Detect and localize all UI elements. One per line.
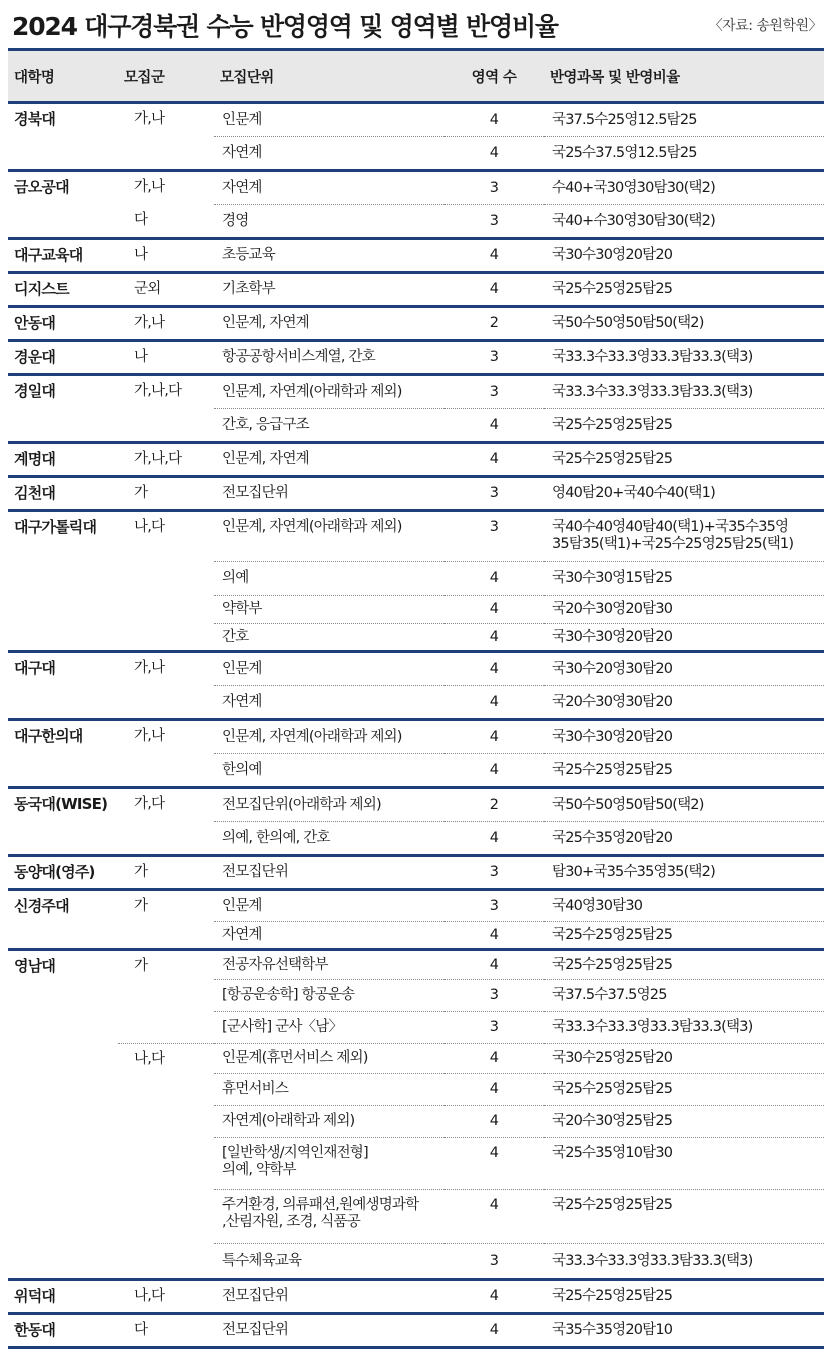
area-count: 4 <box>444 562 544 596</box>
subject-ratio: 국25수35영10탐30 <box>544 1138 824 1190</box>
recruit-unit: 항공공항서비스계열, 간호 <box>214 341 444 375</box>
area-count: 2 <box>444 788 544 822</box>
header-subjects: 반영과목 및 반영비율 <box>544 50 824 103</box>
subject-ratio: 국25수37.5영12.5탐25 <box>544 137 824 171</box>
recruit-group: 나 <box>118 341 214 375</box>
subject-ratio-cont: 35탐35(택1)+국25수25영25탐25(택1) <box>552 536 794 552</box>
recruit-unit: 전모집단위 <box>214 1280 444 1314</box>
subject-ratio: 국20수30영30탐20 <box>544 686 824 720</box>
recruit-group: 나,다 <box>118 511 214 652</box>
area-count: 4 <box>444 1314 544 1348</box>
university-name: 경운대 <box>8 341 118 375</box>
subject-ratio: 탐30+국35수35영35(택2) <box>544 856 824 890</box>
area-count: 3 <box>444 1244 544 1280</box>
table-row <box>8 950 824 980</box>
recruit-group: 가 <box>118 890 214 950</box>
area-count: 4 <box>444 1044 544 1074</box>
subject-ratio: 국25수25영25탐25 <box>544 754 824 788</box>
subject-ratio: 국25수25영25탐25 <box>544 273 824 307</box>
table-row <box>8 171 824 205</box>
table-row <box>8 443 824 477</box>
table-row <box>8 205 824 239</box>
recruit-unit: 인문계, 자연계(아래학과 제외) <box>214 720 444 754</box>
university-name: 금오공대 <box>8 171 118 239</box>
subject-ratio: 국20수30영20탐30 <box>544 596 824 624</box>
admission-table <box>8 48 824 1349</box>
recruit-group: 가,나 <box>118 652 214 720</box>
subject-ratio: 국33.3수33.3영33.3탐33.3(택3) <box>544 341 824 375</box>
university-name: 계명대 <box>8 443 118 477</box>
subject-ratio: 국25수35영20탐20 <box>544 822 824 856</box>
area-count: 3 <box>444 1012 544 1044</box>
table-row <box>8 273 824 307</box>
recruit-group: 다 <box>134 211 148 228</box>
area-count: 4 <box>444 686 544 720</box>
area-count: 3 <box>444 511 544 562</box>
area-count: 4 <box>444 1138 544 1190</box>
recruit-unit: 의예 <box>214 562 444 596</box>
area-count: 4 <box>444 137 544 171</box>
recruit-group: 가,나 <box>134 111 165 127</box>
subject-ratio: 국50수50영50탐50(택2) <box>544 788 824 822</box>
recruit-unit: 자연계 <box>214 922 444 950</box>
subject-ratio: 국25수25영25탐25 <box>544 1280 824 1314</box>
recruit-group: 나,다 <box>118 1044 214 1280</box>
area-count: 4 <box>444 443 544 477</box>
subject-ratio: 국35수35영20탐10 <box>544 1314 824 1348</box>
university-name: 대구가톨릭대 <box>8 511 118 652</box>
header-unit: 모집단위 <box>214 50 444 103</box>
recruit-group: 가,다 <box>118 788 214 856</box>
area-count: 3 <box>444 375 544 409</box>
table-row <box>8 720 824 754</box>
area-count: 4 <box>444 409 544 443</box>
table-row <box>8 1044 824 1074</box>
recruit-unit: [항공운송학] 항공운송 <box>214 980 444 1012</box>
university-name: 영남대 <box>8 950 118 1280</box>
recruit-unit: 전모집단위(아래학과 제외) <box>214 788 444 822</box>
table-row <box>8 788 824 822</box>
recruit-unit: 인문계, 자연계 <box>214 443 444 477</box>
area-count: 3 <box>444 477 544 511</box>
area-count: 3 <box>444 171 544 205</box>
title-row <box>8 0 824 48</box>
table-row <box>8 890 824 922</box>
subject-ratio: 국25수25영25탐25 <box>544 409 824 443</box>
recruit-group: 가,나,다 <box>118 375 214 443</box>
recruit-group: 가 <box>118 477 214 511</box>
university-name: 동국대(WISE) <box>8 788 118 856</box>
recruit-unit: 약학부 <box>214 596 444 624</box>
recruit-unit: 한의예 <box>214 754 444 788</box>
university-name: 신경주대 <box>8 890 118 950</box>
recruit-unit: 인문계 <box>222 111 262 128</box>
recruit-unit: 전공자유선택학부 <box>214 950 444 980</box>
area-count: 4 <box>444 624 544 652</box>
table-header-row <box>8 50 824 103</box>
table-row <box>8 103 824 137</box>
table-row <box>8 652 824 686</box>
subject-ratio: 국20수30영25탐25 <box>544 1106 824 1138</box>
table-row <box>8 341 824 375</box>
university-name: 동양대(영주) <box>8 856 118 890</box>
recruit-unit: 의예, 한의예, 간호 <box>214 822 444 856</box>
recruit-unit-cell <box>214 1138 444 1190</box>
table-row <box>8 1280 824 1314</box>
area-count: 4 <box>444 1074 544 1106</box>
university-name: 경북대 <box>14 110 56 128</box>
table-row <box>8 1314 824 1348</box>
header-university: 대학명 <box>8 50 118 103</box>
area-count: 3 <box>444 205 544 239</box>
area-count: 2 <box>444 307 544 341</box>
area-count: 4 <box>444 273 544 307</box>
area-count: 4 <box>444 822 544 856</box>
recruit-group: 가,나 <box>118 307 214 341</box>
recruit-unit-cont: 의예, 약학부 <box>222 1162 296 1178</box>
subject-ratio: 국33.3수33.3영33.3탐33.3(택3) <box>544 375 824 409</box>
recruit-unit: 인문계, 자연계 <box>214 307 444 341</box>
subject-ratio: 국30수25영25탐20 <box>544 1044 824 1074</box>
subject-ratio: 국37.5수25영12.5탐25 <box>552 111 697 128</box>
recruit-unit: 인문계 <box>214 890 444 922</box>
table-row <box>8 239 824 273</box>
recruit-unit: 전모집단위 <box>214 1314 444 1348</box>
recruit-unit: 전모집단위 <box>214 856 444 890</box>
recruit-unit-cell <box>214 1190 444 1244</box>
recruit-unit: 자연계 <box>214 137 444 171</box>
subject-ratio: 국25수25영25탐25 <box>544 1190 824 1244</box>
table-row <box>8 477 824 511</box>
recruit-unit: 인문계, 자연계(아래학과 제외) <box>214 511 444 562</box>
subject-ratio: 국25수25영25탐25 <box>544 1074 824 1106</box>
recruit-group: 가 <box>118 856 214 890</box>
university-name: 한동대 <box>8 1314 118 1348</box>
university-name: 위덕대 <box>8 1280 118 1314</box>
recruit-unit: 주거환경, 의류패션,원예생명과학 <box>222 1197 419 1213</box>
area-count: 4 <box>444 922 544 950</box>
area-count: 4 <box>444 596 544 624</box>
area-count: 4 <box>444 239 544 273</box>
header-group: 모집군 <box>118 50 214 103</box>
table-row <box>8 856 824 890</box>
header-count: 영역 수 <box>444 50 544 103</box>
area-count: 4 <box>444 1280 544 1314</box>
area-count: 4 <box>444 950 544 980</box>
subject-ratio: 국30수30영15탐25 <box>544 562 824 596</box>
source-note: 〈자료: 송원학원〉 <box>708 18 822 34</box>
recruit-group: 군외 <box>118 273 214 307</box>
recruit-unit: 자연계 <box>214 171 444 205</box>
area-count: 4 <box>444 652 544 686</box>
university-name: 대구한의대 <box>8 720 118 788</box>
subject-ratio: 국25수25영25탐25 <box>544 922 824 950</box>
area-count: 3 <box>444 856 544 890</box>
subject-ratio: 국30수30영20탐20 <box>544 720 824 754</box>
recruit-group: 다 <box>118 1314 214 1348</box>
university-name: 디지스트 <box>8 273 118 307</box>
subject-ratio: 국40영30탐30 <box>544 890 824 922</box>
area-count: 4 <box>444 754 544 788</box>
area-count: 3 <box>444 341 544 375</box>
subject-ratio: 국37.5수37.5영25 <box>544 980 824 1012</box>
recruit-unit: 간호, 응급구조 <box>214 409 444 443</box>
recruit-group: 나 <box>118 239 214 273</box>
recruit-unit: 초등교육 <box>214 239 444 273</box>
university-name: 경일대 <box>8 375 118 443</box>
recruit-group: 가 <box>118 950 214 1044</box>
university-name: 김천대 <box>8 477 118 511</box>
recruit-unit: 휴먼서비스 <box>214 1074 444 1106</box>
recruit-group: 가,나 <box>118 171 214 205</box>
recruit-group: 가,나 <box>118 720 214 788</box>
recruit-unit: [일반학생/지역인재전형] <box>222 1145 368 1161</box>
recruit-unit: 기초학부 <box>214 273 444 307</box>
subject-ratio: 국25수25영25탐25 <box>544 950 824 980</box>
recruit-unit: 자연계 <box>214 686 444 720</box>
recruit-unit: [군사학] 군사〈남〉 <box>214 1012 444 1044</box>
subject-ratio: 국25수25영25탐25 <box>544 443 824 477</box>
university-name: 대구대 <box>8 652 118 720</box>
subject-ratio: 국40+수30영30탐30(택2) <box>544 205 824 239</box>
subject-ratio-cell <box>544 511 824 562</box>
recruit-unit: 인문계(휴먼서비스 제외) <box>214 1044 444 1074</box>
recruit-unit: 경영 <box>214 205 444 239</box>
subject-ratio: 국30수20영30탐20 <box>544 652 824 686</box>
recruit-unit: 전모집단위 <box>214 477 444 511</box>
area-count: 4 <box>444 720 544 754</box>
area-count: 4 <box>444 1190 544 1244</box>
recruit-unit-cont: ,산림자원, 조경, 식품공 <box>222 1214 360 1230</box>
recruit-unit: 간호 <box>214 624 444 652</box>
table-row <box>8 307 824 341</box>
subject-ratio: 수40+국30영30탐30(택2) <box>544 171 824 205</box>
subject-ratio: 국30수30영20탐20 <box>544 239 824 273</box>
subject-ratio: 영40탐20+국40수40(택1) <box>544 477 824 511</box>
university-name: 대구교육대 <box>8 239 118 273</box>
recruit-group: 나,다 <box>118 1280 214 1314</box>
recruit-group: 가,나,다 <box>118 443 214 477</box>
subject-ratio: 국30수30영20탐20 <box>544 624 824 652</box>
subject-ratio: 국50수50영50탐50(택2) <box>544 307 824 341</box>
subject-ratio: 국33.3수33.3영33.3탐33.3(택3) <box>544 1244 824 1280</box>
area-count: 4 <box>444 1106 544 1138</box>
area-count: 3 <box>444 980 544 1012</box>
university-name: 안동대 <box>8 307 118 341</box>
recruit-unit: 자연계(아래학과 제외) <box>214 1106 444 1138</box>
table-row <box>8 375 824 409</box>
recruit-unit: 특수체육교육 <box>214 1244 444 1280</box>
recruit-unit: 인문계, 자연계(아래학과 제외) <box>214 375 444 409</box>
page-title: 2024 대구경북권 수능 반영영역 및 영역별 반영비율 <box>12 12 558 41</box>
subject-ratio: 국40수40영40탐40(택1)+국35수35영 <box>552 519 789 535</box>
recruit-unit: 인문계 <box>214 652 444 686</box>
subject-ratio: 국33.3수33.3영33.3탐33.3(택3) <box>544 1012 824 1044</box>
page <box>8 0 824 1349</box>
area-count: 3 <box>444 890 544 922</box>
table-row <box>8 511 824 562</box>
area-count: 4 <box>489 111 499 128</box>
